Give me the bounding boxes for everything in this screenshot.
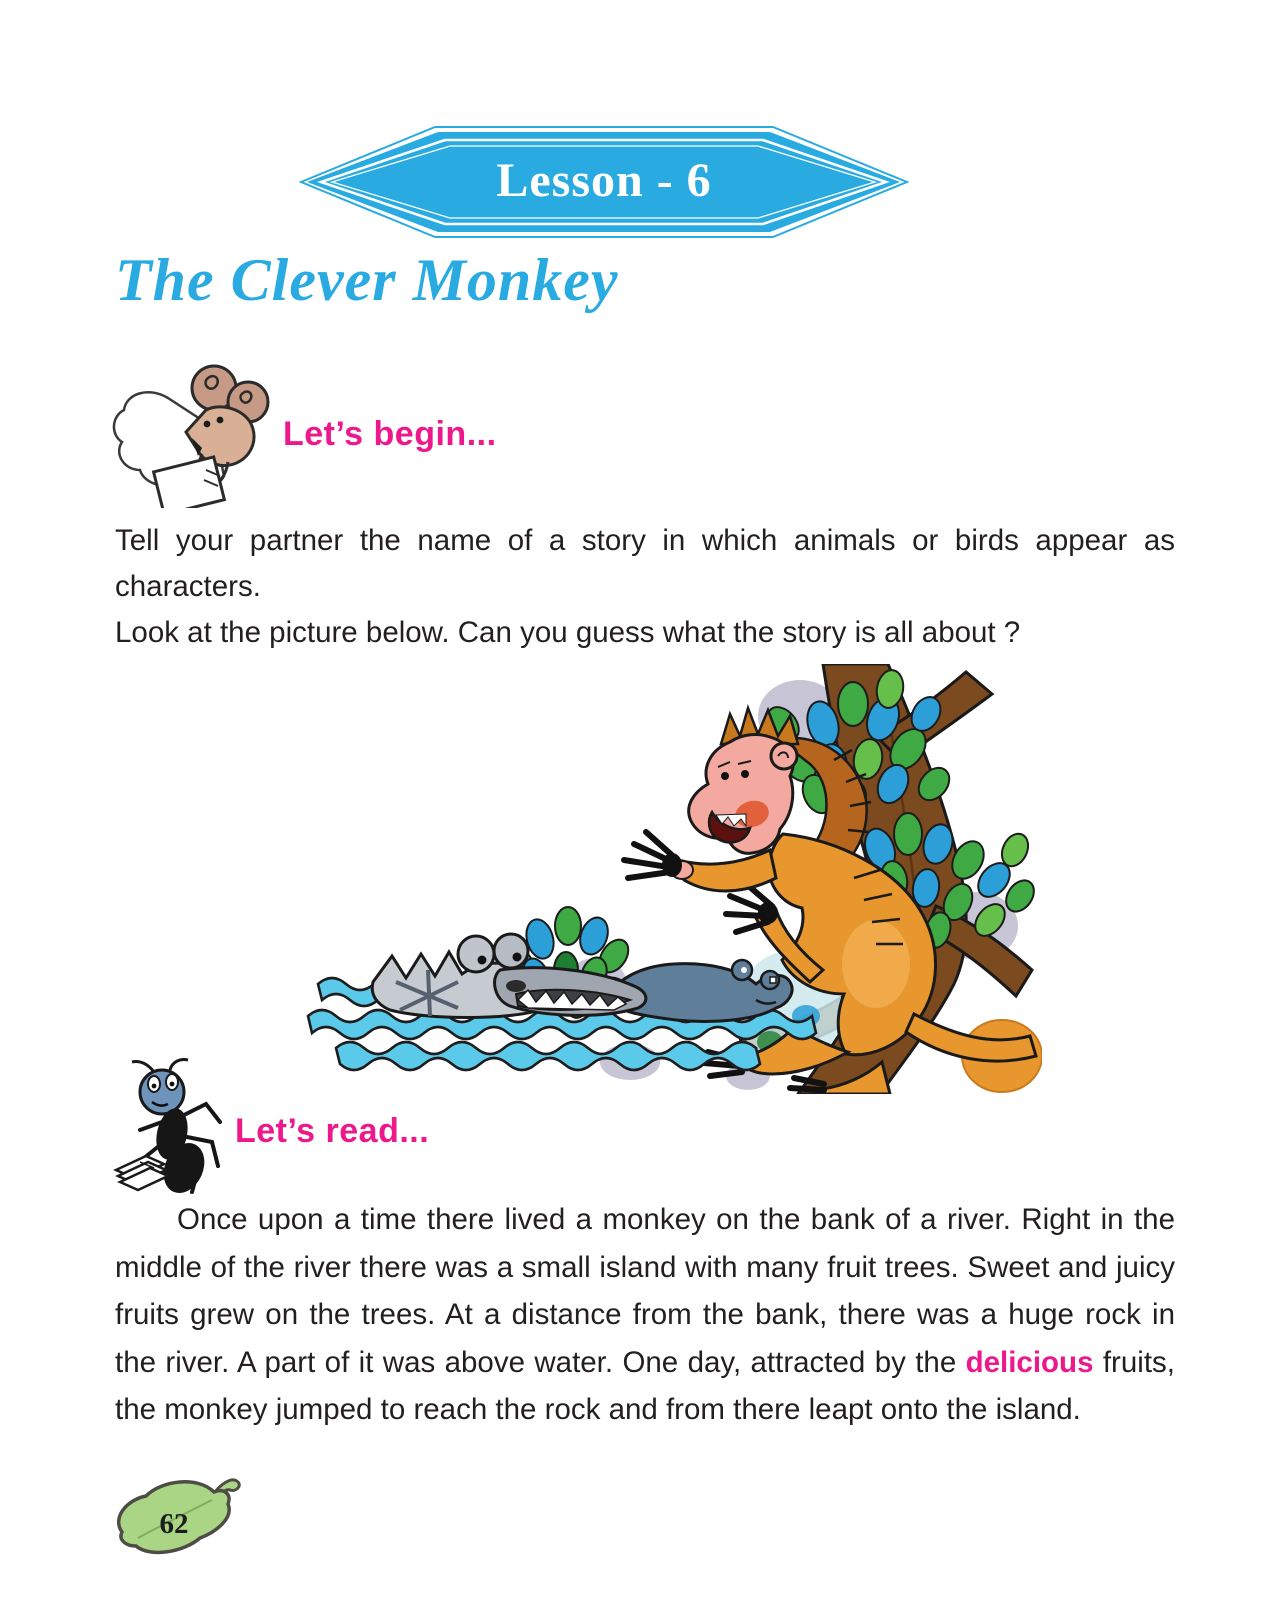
page-title: The Clever Monkey [115,247,619,313]
ant-reading-icon [110,1058,232,1205]
lets-begin-label: Let’s begin... [283,415,497,453]
lets-read-label: Let’s read... [235,1112,430,1150]
story-illustration [278,664,1042,1099]
mouse-reading-icon [110,358,272,513]
story-highlight-word: delicious [965,1345,1094,1379]
lesson-banner-label: Lesson - 6 [496,153,712,207]
leaf-page-number-icon [104,1468,246,1579]
intro-paragraph-1: Tell your partner the name of a story in which animals or birds appear as characters. [115,524,1175,603]
story-text-part2: fruits, the monkey jumped to reach the rock and from there leapt onto the island. [115,1345,1175,1426]
story-paragraph [115,1196,1175,1434]
page-number: 62 [159,1508,189,1540]
intro-paragraph-2: Look at the picture below. Can you guess what the story is all about ? [115,616,1021,649]
story-text-part1: Once upon a time there lived a monkey on the bank of a river. Right in the middle of the river there was a small island with many fruit trees. Sweet and juicy fruits grew on the trees. At a distance from the bank, there was a huge rock in the river. A part of it was above water. One day, attracted by the [115,1203,1175,1379]
lesson-banner [299,124,909,240]
